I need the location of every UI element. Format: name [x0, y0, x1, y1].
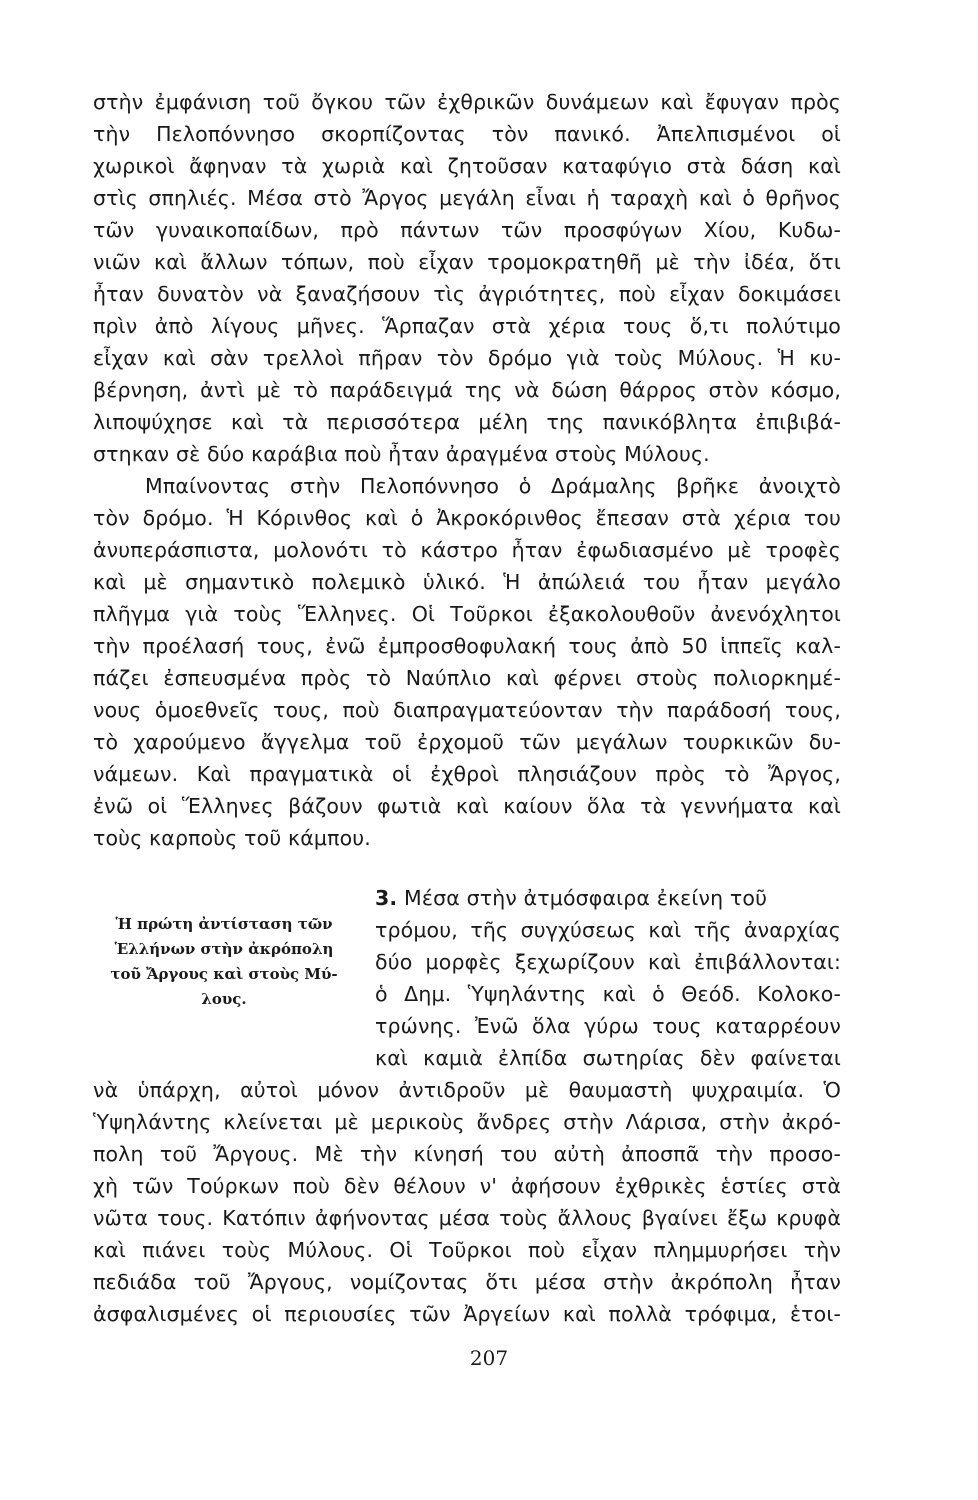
- text-line: νιῶν καὶ ἄλλων τόπων, ποὺ εἶχαν τρομοκρατηθῆ μὲ τὴν ἰδέα, ὅτι: [93, 250, 841, 274]
- text-line: στὶς σπηλιές. Μέσα στὸ Ἄργος μεγάλη εἶναι ἡ ταραχὴ καὶ ὁ θρῆνος: [93, 186, 841, 210]
- text-line: τὸν δρόμο. Ἡ Κόρινθος καὶ ὁ Ἀκροκόρινθος ἔπεσαν στὰ χέρια του: [93, 506, 841, 530]
- text-line: πολη τοῦ Ἄργους. Μὲ τὴν κίνησή του αὐτὴ ἀποσπᾶ τὴν προσο-: [93, 1142, 841, 1166]
- text-line: νους ὁμοεθνεῖς τους, ποὺ διαπραγματεύονταν τὴν παράδοσή τους,: [93, 698, 841, 722]
- margin-note-line: τοῦ Ἄργους καὶ στοὺς Μύ-: [110, 965, 338, 983]
- text-line: τὴν Πελοπόννησο σκορπίζοντας τὸν πανικό. Ἀπελπισμένοι οἱ: [93, 122, 841, 146]
- text-line: Μπαίνοντας στὴν Πελοπόννησο ὁ Δράμαλης βρῆκε ἀνοιχτὸ: [145, 474, 841, 498]
- text-line: πλῆγμα γιὰ τοὺς Ἕλληνες. Οἱ Τοῦρκοι ἐξακολουθοῦν ἀνενόχλητοι: [93, 602, 841, 626]
- text-line: ὁ Δημ. Ὑψηλάντης καὶ ὁ Θεόδ. Κολοκο-: [375, 982, 841, 1006]
- text-line: ἀνυπεράσπιστα, μολονότι τὸ κάστρο ἦταν ἐφωδιασμένο μὲ τροφὲς: [93, 538, 841, 562]
- text-line: στὴν ἐμφάνιση τοῦ ὄγκου τῶν ἐχθρικῶν δυνάμεων καὶ ἔφυγαν πρὸς: [93, 90, 841, 114]
- text-line: τῶν γυναικοπαίδων, πρὸ πάντων τῶν προσφύγων Χίου, Κυδω-: [93, 218, 841, 242]
- page-number: 207: [469, 1346, 509, 1370]
- text-line: ἦταν δυνατὸν νὰ ξαναζήσουν τὶς ἀγριότητες, ποὺ εἶχαν δοκιμάσει: [93, 282, 841, 306]
- section-heading-line: [375, 882, 841, 914]
- text-line: νὰ ὑπάρχη, αὐτοὶ μόνον ἀντιδροῦν μὲ θαυμαστὴ ψυχραιμία. Ὁ: [93, 1078, 841, 1102]
- margin-note-line: λους.: [201, 990, 247, 1008]
- text-line: καὶ καμιὰ ἐλπίδα σωτηρίας δὲν φαίνεται: [375, 1046, 841, 1070]
- text-line: νῶτα τους. Κατόπιν ἀφήνοντας μέσα τοὺς ἄλλους βγαίνει ἔξω κρυφὰ: [93, 1206, 841, 1230]
- text-line: καὶ πιάνει τοὺς Μύλους. Οἱ Τοῦρκοι ποὺ εἶχαν πλημμυρήσει τὴν: [93, 1238, 841, 1262]
- section-number: 3.: [375, 886, 398, 910]
- text-line: χωρικοὶ ἄφηναν τὰ χωριὰ καὶ ζητοῦσαν καταφύγιο στὰ δάση καὶ: [93, 154, 841, 178]
- text-line: πεδιάδα τοῦ Ἄργους, νομίζοντας ὅτι μέσα στὴν ἀκρόπολη ἦταν: [93, 1270, 841, 1294]
- text-line: τοὺς καρποὺς τοῦ κάμπου.: [93, 826, 371, 850]
- text-line: τρώνης. Ἐνῶ ὅλα γύρω τους καταρρέουν: [375, 1014, 841, 1038]
- text-line: πρὶν ἀπὸ λίγους μῆνες. Ἅρπαζαν στὰ χέρια τους ὅ,τι πολύτιμο: [93, 314, 841, 338]
- text-line: Ὑψηλάντης κλείνεται μὲ μερικοὺς ἄνδρες στὴν Λάρισα, στὴν ἀκρό-: [93, 1110, 841, 1134]
- text-line: εἶχαν καὶ σὰν τρελλοὶ πῆραν τὸν δρόμο γιὰ τοὺς Μύλους. Ἡ κυ-: [93, 346, 841, 370]
- margin-note-line: Ἑλλήνων στὴν ἀκρόπολη: [114, 940, 334, 958]
- text-line: ἐνῶ οἱ Ἕλληνες βάζουν φωτιὰ καὶ καίουν ὅλα τὰ γεννήματα καὶ: [93, 794, 841, 818]
- text-line: στηκαν σὲ δύο καράβια ποὺ ἦταν ἀραγμένα στοὺς Μύλους.: [93, 442, 710, 466]
- text-line: λιποψύχησε καὶ τὰ περισσότερα μέλη της πανικόβλητα ἐπιβιβά-: [93, 410, 841, 434]
- text-line: πάζει ἐσπευσμένα πρὸς τὸ Ναύπλιο καὶ φέρνει στοὺς πολιορκημέ-: [93, 666, 841, 690]
- text-line: καὶ μὲ σημαντικὸ πολεμικὸ ὑλικό. Ἡ ἀπώλειά του ἦταν μεγάλο: [93, 570, 841, 594]
- section-first-line: Μέσα στὴν ἀτμόσφαιρα ἐκείνη τοῦ: [404, 886, 768, 910]
- text-line: χὴ τῶν Τούρκων ποὺ δὲν θέλουν ν' ἀφήσουν ἐχθρικὲς ἑστίες στὰ: [93, 1174, 841, 1198]
- text-line: δύο μορφὲς ξεχωρίζουν καὶ ἐπιβάλλονται:: [375, 950, 841, 974]
- text-line: τρόμου, τῆς συγχύσεως καὶ τῆς ἀναρχίας: [375, 918, 841, 942]
- text-line: ἀσφαλισμένες οἱ περιουσίες τῶν Ἀργείων καὶ πολλὰ τρόφιμα, ἑτοι-: [93, 1302, 841, 1326]
- margin-note-line: Ἡ πρώτη ἀντίσταση τῶν: [115, 915, 333, 933]
- margin-note: [88, 912, 360, 1012]
- text-line: νάμεων. Καὶ πραγματικὰ οἱ ἐχθροὶ πλησιάζουν πρὸς τὸ Ἄργος,: [93, 762, 841, 786]
- text-line: τὴν προέλασή τους, ἐνῶ ἐμπροσθοφυλακή τους ἀπὸ 50 ἱππεῖς καλ-: [93, 634, 841, 658]
- text-line: τὸ χαρούμενο ἄγγελμα τοῦ ἐρχομοῦ τῶν μεγάλων τουρκικῶν δυ-: [93, 730, 841, 754]
- text-line: βέρνηση, ἀντὶ μὲ τὸ παράδειγμά της νὰ δώση θάρρος στὸν κόσμο,: [93, 378, 841, 402]
